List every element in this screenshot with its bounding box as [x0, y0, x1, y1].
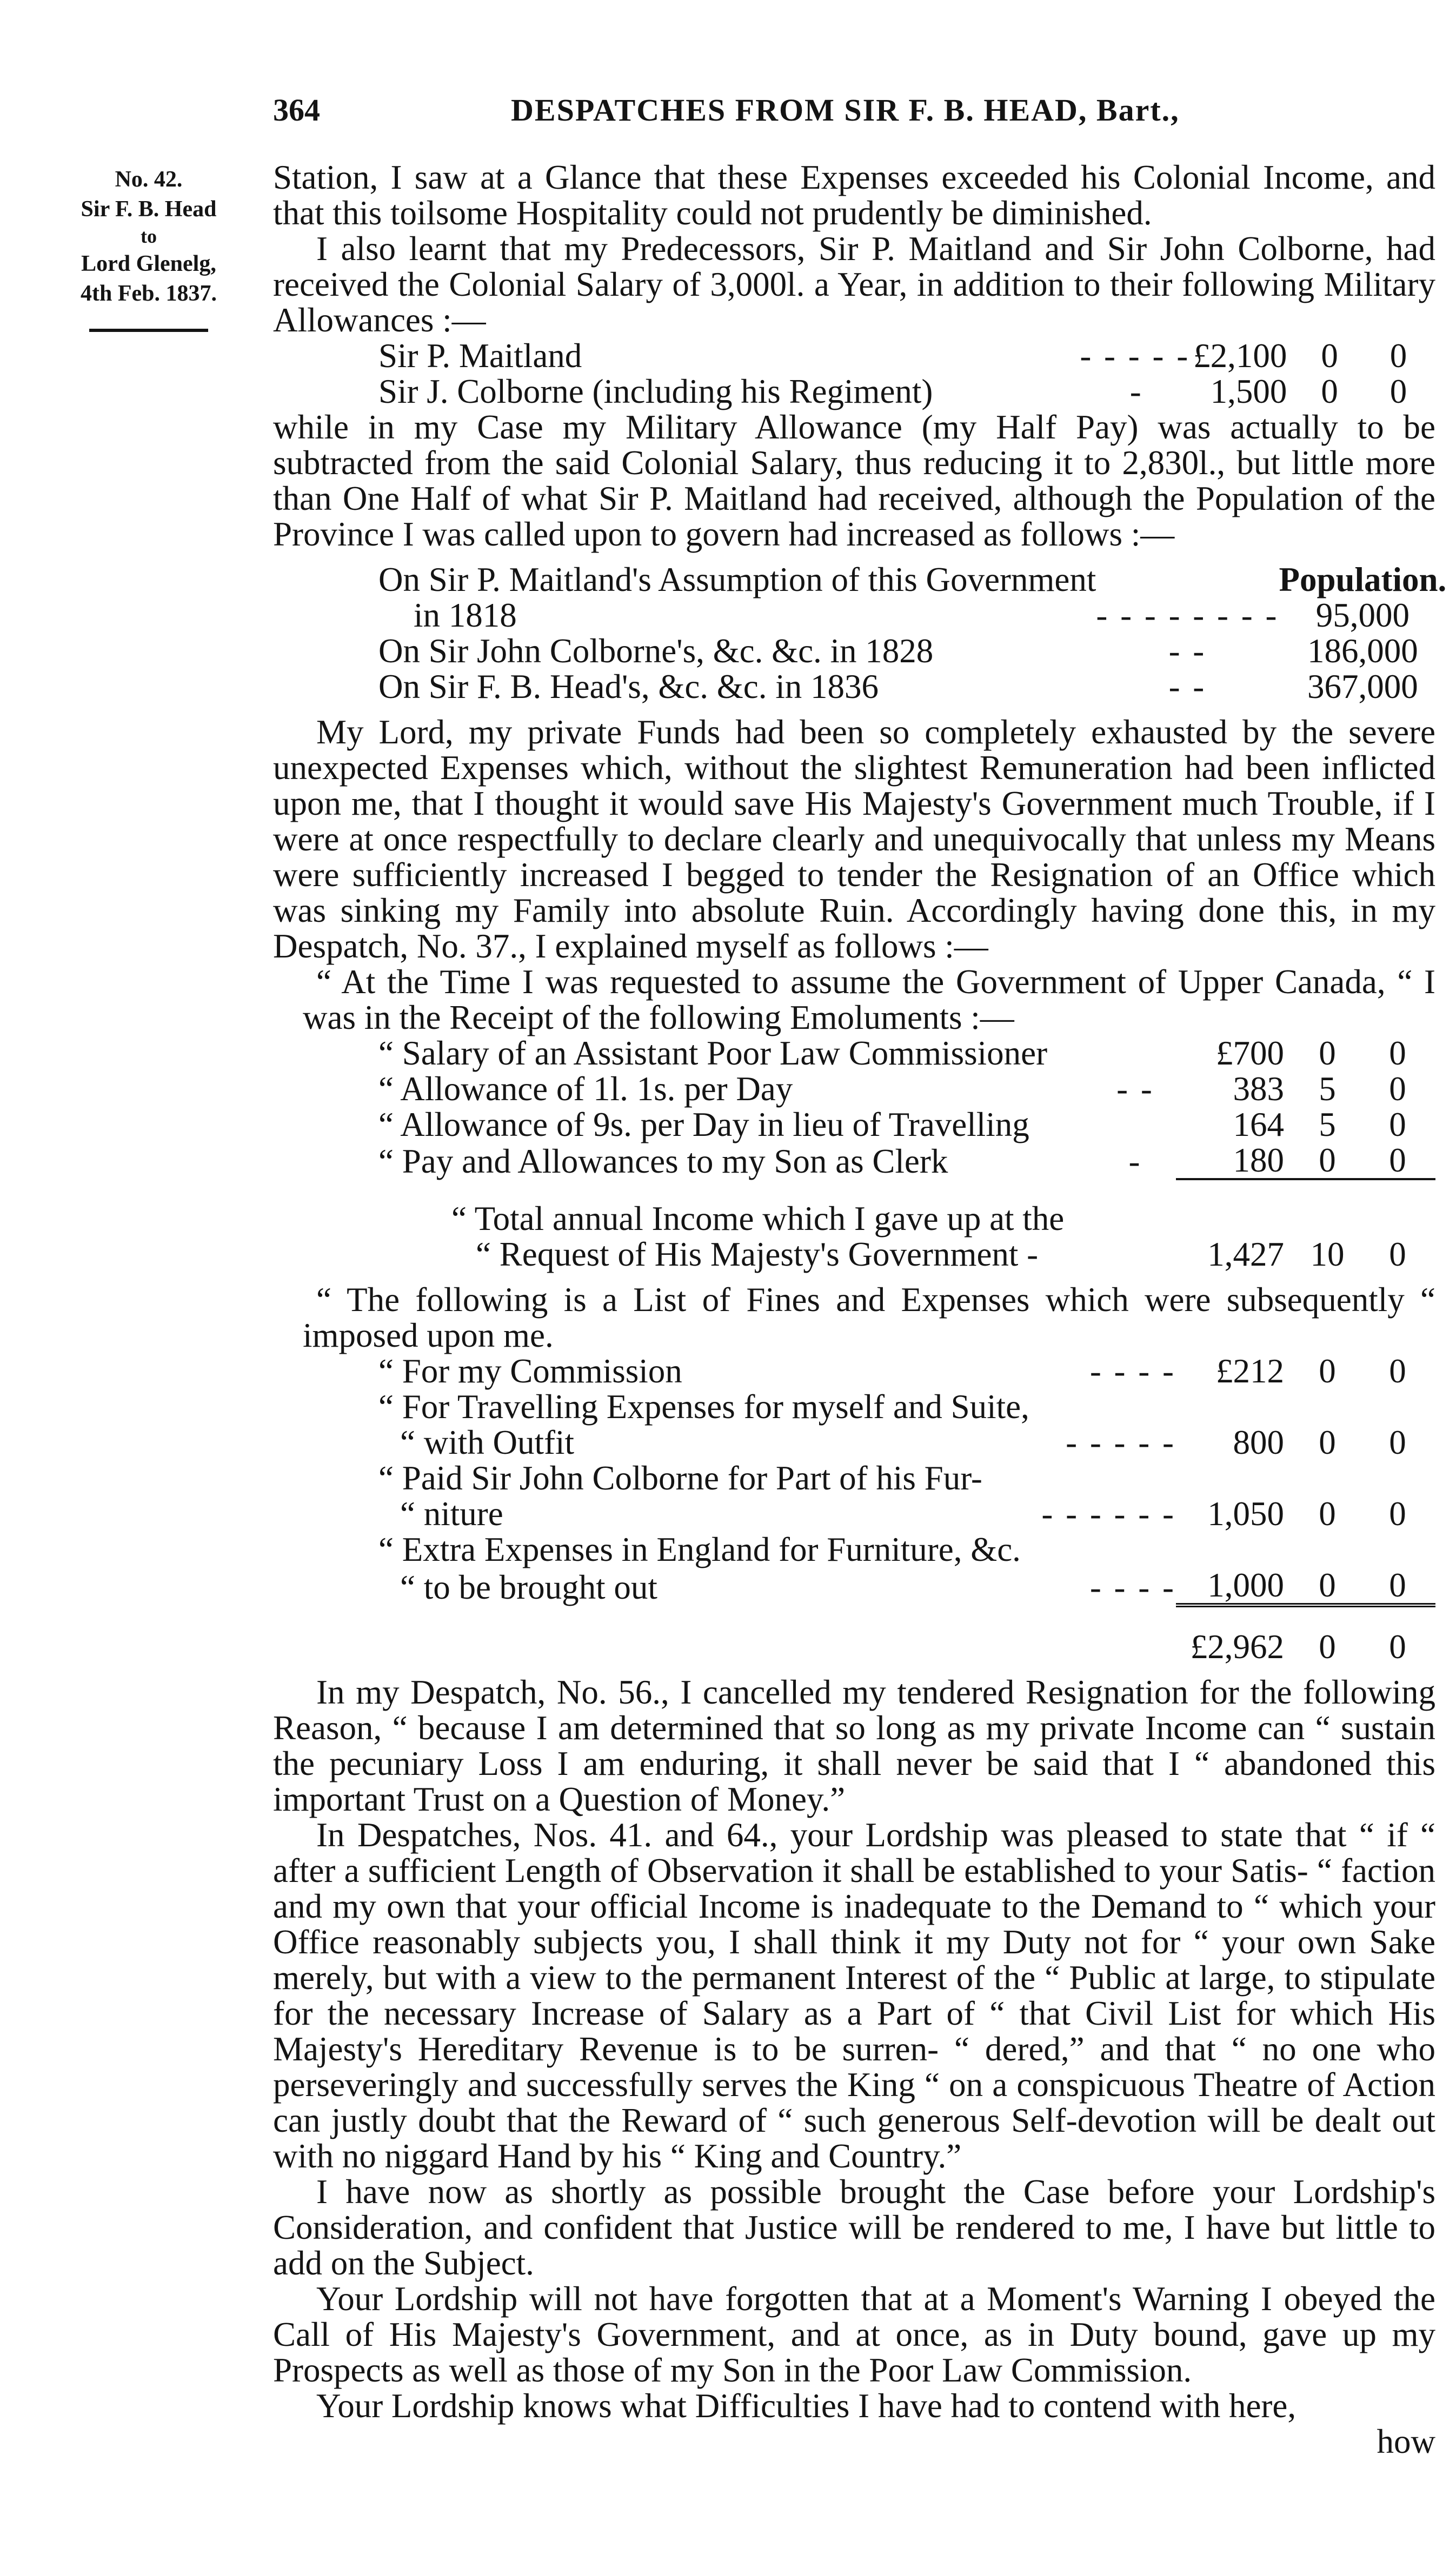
table-row [273, 1035, 1435, 1071]
row-label: “ Salary of an Assistant Poor Law Commissioner [378, 1034, 1048, 1072]
quote-paragraph: “ The following is a List of Fines and Expenses which were subsequently “ imposed upon me. [303, 1281, 1435, 1354]
row-label: “ Allowance of 1l. 1s. per Day [378, 1070, 793, 1108]
paragraph: In Despatches, Nos. 41. and 64., your Lordship was pleased to state that “ if “ after a sufficient Length of Observation it shall be established to your Satis- “ faction and my own that your official Income is inadequate to the Demand to “ which your Office reasonably subjects you, I shall think it my Duty not for “ your own Sake merely, but with a view to the permanent Interest of the “ Public at large, to stipulate for the necessary Increase of Salary as a Part of “ that Civil List for which His Majesty's Hereditary Revenue is to be surren- “ dered,” and that “ no one who perseveringly and successfully serves the King “ on a conspicuous Theatre of Action can justly doubt that the Reward of “ such generous Self-devotion will be dealt out with no niggard Hand by his “ King and Country.” [273, 1816, 1435, 2175]
amount-pounds: £212 [1216, 1352, 1284, 1390]
population-value: 186,000 [1307, 632, 1418, 670]
paragraph: while in my Case my Military Allowance (my Half Pay) was actually to be subtracted from the said Colonial Salary, thus reducing it to 2,830l., but little more than One Half of what Sir P. Maitland had received, although the Population of the Province I was called upon to govern had increased as follows :— [273, 408, 1435, 553]
total-shillings: 0 [1319, 1628, 1336, 1666]
table-row [273, 1236, 1435, 1272]
amount-shillings: 5 [1319, 1070, 1336, 1108]
population-header: Population. [1279, 561, 1447, 598]
leader-dots: - - - - - - - - [1096, 596, 1279, 634]
leader-dots: - - - - - [1066, 1423, 1176, 1461]
row-label: On Sir P. Maitland's Assumption of this Government [378, 561, 1096, 598]
margin-note-line: Lord Glenelg, [81, 251, 216, 276]
total-pounds: £2,962 [1190, 1628, 1284, 1666]
table-row [273, 1353, 1435, 1389]
table-row [273, 1460, 1435, 1496]
table-row [273, 1532, 1435, 1567]
page-number: 364 [273, 92, 320, 128]
margin-rule [89, 329, 208, 332]
amount-pounds: 1,500 [1210, 372, 1287, 410]
military-allowances-table [273, 338, 1435, 409]
leader-dots: - - - - - - [1041, 1495, 1176, 1533]
leader-dots [1095, 1107, 1176, 1142]
row-label: Sir P. Maitland [378, 337, 582, 375]
row-label: Sir J. Colborne (including his Regiment) [378, 372, 933, 410]
table-row [273, 1629, 1435, 1665]
page-header [273, 92, 1289, 141]
catchword: how [1377, 2423, 1435, 2460]
total-rule-row [273, 1179, 1435, 1201]
row-label: On Sir John Colborne's, &c. &c. in 1828 [378, 632, 934, 670]
margin-note-line: to [141, 225, 157, 248]
amount-pence: 0 [1389, 1423, 1406, 1461]
leader-dots: - - [1116, 1070, 1154, 1108]
amount-shillings: 0 [1319, 1566, 1336, 1604]
amount-shillings: 0 [1319, 1495, 1336, 1533]
table-row [273, 1107, 1435, 1142]
row-label-cont: “ with Outfit [400, 1423, 574, 1461]
leader-dots [1095, 1035, 1176, 1071]
margin-note-line: No. 42. [115, 167, 183, 192]
amount-pounds: 1,000 [1207, 1566, 1284, 1604]
population-table [273, 562, 1456, 704]
row-label: “ Extra Expenses in England for Furniture, &c. [378, 1531, 1021, 1568]
table-row [273, 1567, 1435, 1605]
amount-pounds: 164 [1233, 1106, 1284, 1143]
amount-pounds: 800 [1233, 1423, 1284, 1461]
table-row [273, 1425, 1435, 1460]
amount-shillings: 0 [1319, 1141, 1336, 1179]
row-label: “ Pay and Allowances to my Son as Clerk [378, 1142, 948, 1180]
row-label: “ For Travelling Expenses for myself and Suite, [378, 1388, 1029, 1426]
row-label-cont: “ to be brought out [400, 1568, 657, 1606]
paragraph: My Lord, my private Funds had been so completely exhausted by the severe unexpected Expenses which, without the slightest Remuneration had been inflicted upon me, that I thought it would save His Majesty's Government much Trouble, if I were at once respectfully to declare clearly and unequivocally that unless my Means were sufficiently increased I begged to tender the Resignation of an Office which was sinking my Family into absolute Ruin. Accordingly having done this, in my Despatch, No. 37., I explained myself as follows :— [273, 713, 1435, 965]
emoluments-table [273, 1035, 1435, 1272]
leader-dots: - - [1168, 668, 1207, 706]
amount-pence: 0 [1389, 372, 1407, 410]
paragraph: Your Lordship knows what Difficulties I have had to contend with here, [316, 2387, 1297, 2425]
table-row [273, 338, 1435, 374]
total-label: “ Total annual Income which I gave up at the [451, 1200, 1065, 1238]
row-label: in 1818 [414, 596, 517, 634]
amount-pence: 0 [1389, 1106, 1406, 1143]
amount-shillings: 0 [1321, 337, 1338, 375]
population-value: 95,000 [1315, 596, 1410, 634]
quote-paragraph: “ At the Time I was requested to assume the Government of Upper Canada, “ I was in the Receipt of the following Emoluments :— [303, 963, 1435, 1036]
amount-shillings: 0 [1319, 1352, 1336, 1390]
paragraph: Your Lordship will not have forgotten that at a Moment's Warning I obeyed the Call of His Majesty's Government, and at once, as in Duty bound, gave up my Prospects as well as those of my Son in the Poor Law Commission. [273, 2280, 1435, 2389]
total-pence: 0 [1389, 1628, 1406, 1666]
amount-pence: 0 [1389, 1566, 1406, 1604]
leader-dots: - [1129, 372, 1143, 410]
amount-pence: 0 [1389, 1141, 1406, 1179]
amount-shillings: 5 [1319, 1106, 1336, 1143]
amount-pence: 0 [1389, 337, 1407, 375]
leader-dots: - - - - - [1080, 337, 1191, 375]
margin-note [49, 165, 249, 332]
running-head: DESPATCHES FROM SIR F. B. HEAD, Bart., [511, 92, 1180, 128]
amount-pence: 0 [1389, 1070, 1406, 1108]
amount-shillings: 0 [1319, 1423, 1336, 1461]
amount-pence: 0 [1389, 1495, 1406, 1533]
fines-table [273, 1353, 1435, 1665]
row-label: “ Paid Sir John Colborne for Part of his Fur- [378, 1459, 982, 1497]
row-label-cont: “ niture [400, 1495, 503, 1533]
table-row [273, 633, 1456, 669]
table-row [273, 374, 1435, 409]
table-row [273, 1496, 1435, 1532]
leader-dots: - - [1168, 632, 1207, 670]
total-pounds: 1,427 [1207, 1235, 1284, 1273]
margin-note-line: Sir F. B. Head [81, 196, 217, 222]
amount-pounds: 180 [1233, 1141, 1284, 1179]
row-label: On Sir F. B. Head's, &c. &c. in 1836 [378, 668, 879, 706]
total-rule-row [273, 1605, 1435, 1629]
table-row [273, 597, 1456, 633]
leader-dots: - [1128, 1142, 1142, 1180]
amount-pence: 0 [1389, 1034, 1406, 1072]
amount-pounds: £2,100 [1193, 337, 1287, 375]
table-row [273, 562, 1456, 597]
margin-note-line: 4th Feb. 1837. [81, 281, 217, 306]
table-row [273, 1389, 1435, 1425]
paragraph: I have now as shortly as possible brought the Case before your Lordship's Consideration, and confident that Justice will be rendered to me, I have but little to add on the Subject. [273, 2173, 1435, 2282]
leader-dots: - - - - [1089, 1568, 1176, 1606]
paragraph: I also learnt that my Predecessors, Sir P. Maitland and Sir John Colborne, had received the Colonial Salary of 3,000l. a Year, in addition to their following Military Allowances :— [273, 230, 1435, 339]
amount-pounds: 1,050 [1207, 1495, 1284, 1533]
table-row [273, 669, 1456, 704]
table-row [273, 1071, 1435, 1107]
total-label: “ Request of His Majesty's Government - [476, 1235, 1039, 1273]
amount-shillings: 0 [1321, 372, 1338, 410]
amount-shillings: 0 [1319, 1034, 1336, 1072]
total-pence: 0 [1389, 1235, 1406, 1273]
amount-pounds: £700 [1216, 1034, 1284, 1072]
leader-dots: - - - - [1089, 1352, 1176, 1390]
amount-pounds: 383 [1233, 1070, 1284, 1108]
paragraph: In my Despatch, No. 56., I cancelled my tendered Resignation for the following Reason, “ because I am determined that so long as my private Income can “ sustain the pecuniary Loss I am enduring, it shall never be said that I “ abandoned this important Trust on a Question of Money.” [273, 1673, 1435, 1818]
population-value: 367,000 [1307, 668, 1418, 706]
main-text [273, 158, 1447, 2460]
table-row [273, 1142, 1435, 1179]
paragraph: Station, I saw at a Glance that these Expenses exceeded his Colonial Income, and that this toilsome Hospitality could not prudently be diminished. [273, 158, 1435, 232]
table-row [273, 1201, 1435, 1236]
row-label: “ Allowance of 9s. per Day in lieu of Travelling [378, 1106, 1029, 1143]
total-shillings: 10 [1310, 1235, 1345, 1273]
row-label: “ For my Commission [378, 1352, 682, 1390]
amount-pence: 0 [1389, 1352, 1406, 1390]
